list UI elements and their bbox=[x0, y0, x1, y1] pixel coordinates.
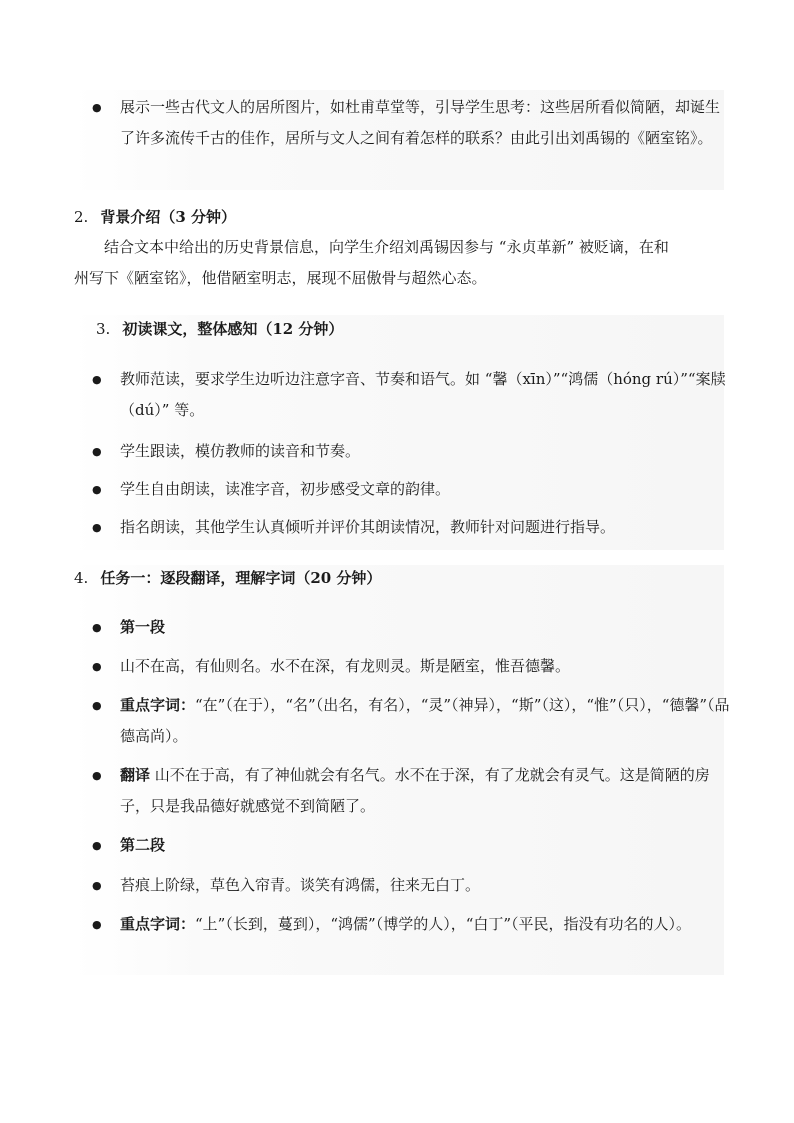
para2-original-text: 苔痕上阶绿，草色入帘青。谈笑有鸿儒，往来无白丁。 bbox=[120, 876, 481, 894]
section4-number: 4. bbox=[74, 569, 89, 587]
section2-body bbox=[74, 232, 724, 294]
section3-title: 初读课文，整体感知（12 分钟） bbox=[122, 320, 344, 338]
section3-bullet-1-text: 教师范读，要求学生边听边注意字音、节奏和语气。如 “馨（xīn）”“鸿儒（hóng rú）”“案牍（dú）” 等。 bbox=[120, 370, 726, 419]
section3-heading bbox=[96, 314, 343, 344]
para2-vocab-label: 重点字词： bbox=[120, 915, 196, 933]
section3-bullet-4-text: 指名朗读，其他学生认真倾听并评价其朗读情况，教师针对问题进行指导。 bbox=[120, 518, 616, 536]
bullet-icon: ● bbox=[92, 918, 102, 931]
section3-bullet-3-text: 学生自由朗读，读准字音，初步感受文章的韵律。 bbox=[120, 480, 451, 498]
bullet-icon: ● bbox=[92, 769, 102, 782]
para2-label-text: 第二段 bbox=[120, 836, 166, 854]
section3-bullet-2-text: 学生跟读，模仿教师的读音和节奏。 bbox=[120, 442, 361, 460]
intro-bullet bbox=[92, 92, 726, 154]
bullet-icon: ● bbox=[92, 445, 102, 458]
para1-label-text: 第一段 bbox=[120, 618, 166, 636]
para1-vocab-label: 重点字词： bbox=[120, 696, 196, 714]
section4-title: 任务一：逐段翻译，理解字词（20 分钟） bbox=[100, 569, 382, 587]
bullet-icon: ● bbox=[92, 101, 102, 114]
section3-bullet-2 bbox=[92, 436, 736, 467]
para2-vocab-text: “上”（长到，蔓到），“鸿儒”（博学的人），“白丁”（平民，指没有功名的人）。 bbox=[195, 915, 692, 933]
section3-number: 3. bbox=[96, 320, 111, 338]
section4-para2-label bbox=[92, 830, 736, 861]
section2-heading bbox=[74, 202, 236, 232]
section4-heading bbox=[74, 563, 381, 593]
bullet-icon: ● bbox=[92, 521, 102, 534]
para1-translation-text: 山不在于高，有了神仙就会有名气。水不在于深，有了龙就会有灵气。这是简陋的房子，只是我品德好就感觉不到简陋了。 bbox=[120, 766, 710, 815]
bullet-icon: ● bbox=[92, 373, 102, 386]
bullet-icon: ● bbox=[92, 839, 102, 852]
section4-para1-label bbox=[92, 612, 736, 643]
para1-vocab-text: “在”（在于），“名”（出名，有名），“灵”（神异），“斯”（这），“惟”（只），“德馨”（品德高尚）。 bbox=[120, 696, 730, 745]
section2-number: 2. bbox=[74, 208, 89, 226]
bullet-icon: ● bbox=[92, 621, 102, 634]
bullet-icon: ● bbox=[92, 699, 102, 712]
section3-bullet-4 bbox=[92, 512, 736, 543]
bullet-icon: ● bbox=[92, 483, 102, 496]
section4-para2-text bbox=[92, 870, 736, 901]
section4-para1-translation bbox=[92, 760, 726, 822]
section2-body-line2: 州写下《陋室铭》，他借陋室明志，展现不屈傲骨与超然心态。 bbox=[74, 269, 487, 287]
section4-para2-vocab bbox=[92, 909, 716, 940]
section4-para1-text bbox=[92, 651, 736, 682]
section2-title: 背景介绍（3 分钟） bbox=[100, 208, 236, 226]
section2-body-line1: 结合文本中给出的历史背景信息，向学生介绍刘禹锡因参与 “永贞革新” 被贬谪，在和 bbox=[104, 238, 669, 256]
bullet-icon: ● bbox=[92, 879, 102, 892]
section4-para1-vocab bbox=[92, 690, 736, 752]
intro-bullet-text: 展示一些古代文人的居所图片，如杜甫草堂等，引导学生思考：这些居所看似简陋，却诞生了许多流传千古的佳作，居所与文人之间有着怎样的联系？由此引出刘禹锡的《陋室铭》。 bbox=[120, 98, 721, 147]
para1-translation-label: 翻译 bbox=[120, 766, 151, 784]
para1-original-text: 山不在高，有仙则名。水不在深，有龙则灵。斯是陋室，惟吾德馨。 bbox=[120, 657, 571, 675]
section3-bullet-1 bbox=[92, 364, 726, 426]
section3-bullet-3 bbox=[92, 474, 736, 505]
bullet-icon: ● bbox=[92, 660, 102, 673]
